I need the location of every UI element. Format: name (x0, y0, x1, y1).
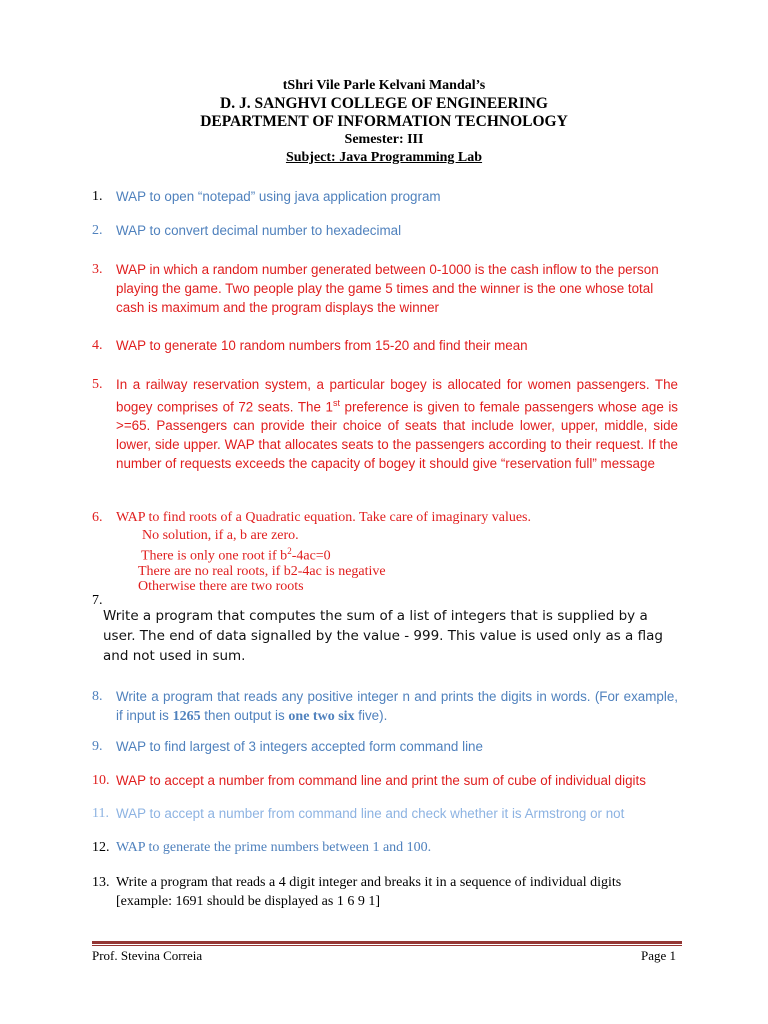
case-line: Otherwise there are two roots (138, 579, 304, 595)
question-number: 4. (92, 338, 103, 353)
footer-divider-thin (92, 945, 682, 946)
question-number: 11. (92, 806, 109, 821)
superscript: 2 (287, 545, 292, 556)
question-number: 13. (92, 875, 110, 890)
question-5 (92, 375, 678, 473)
question-8 (92, 687, 678, 726)
case-line: No solution, if a, b are zero. (142, 528, 299, 543)
question-2 (92, 221, 678, 240)
question-11 (92, 804, 678, 823)
college-name: D. J. SANGHVI COLLEGE OF ENGINEERING (220, 95, 548, 112)
question-13 (92, 873, 678, 911)
question-text: Write a program that reads a 4 digit integer and breaks it in a sequence of individual digits [example: 1691 should be displayed as 1 6 9 1] (116, 875, 622, 909)
question-6-cases (137, 528, 386, 595)
document-header (0, 77, 768, 167)
case-line-part: -4ac=0 (291, 548, 331, 564)
case-line (141, 544, 386, 564)
case-line: There are no real roots, if b2-4ac is negative (138, 563, 386, 579)
question-text-part: then output is (200, 708, 289, 723)
question-number: 2. (92, 223, 103, 238)
question-text-part: five). (354, 708, 388, 723)
question-12 (92, 838, 678, 857)
question-text-part: In a railway reservation system, a particular bogey is allocated for women passengers. The bogey comprises of 72 seats. The 1 (116, 377, 678, 415)
question-number: 9. (92, 739, 103, 754)
question-6 (92, 508, 678, 527)
question-text (116, 687, 678, 726)
case-line-part: There is only one root if b (141, 548, 288, 564)
question-text: WAP to find roots of a Quadratic equation. Take care of imaginary values. (116, 510, 531, 525)
question-text: WAP to accept a number from command line and print the sum of cube of individual digits (116, 773, 646, 788)
question-text: WAP in which a random number generated between 0-1000 is the cash inflow to the person playing the game. Two people play the game 5 times and the winner is the one whose total cash is maximum and the program displays the winner (116, 262, 659, 315)
question-text (116, 375, 678, 473)
question-10 (92, 771, 678, 790)
question-number: 8. (92, 689, 103, 704)
question-text: WAP to find largest of 3 integers accepted form command line (116, 739, 483, 754)
superscript: st (332, 398, 340, 408)
question-3 (92, 260, 678, 317)
question-9 (92, 737, 678, 756)
question-number: 3. (92, 262, 103, 277)
question-text: WAP to convert decimal number to hexadecimal (116, 223, 402, 238)
question-1 (92, 187, 678, 206)
semester-label: Semester: III (344, 132, 424, 147)
question-text-part: preference is given to female passengers whose age is >=65. Passengers can provide their choice of seats that include lower, upper, middle, side lower, side upper. WAP that allocates seats to the passengers according to their request. If the number of requests exceeds the capacity of bogey it should give “reservation full” message (116, 399, 678, 472)
department-name: DEPARTMENT OF INFORMATION TECHNOLOGY (200, 113, 568, 130)
question-number: 5. (92, 377, 103, 392)
question-number: 1. (92, 189, 103, 204)
question-text: WAP to open “notepad” using java application program (116, 189, 441, 204)
question-text: WAP to generate the prime numbers between 1 and 100. (116, 840, 432, 855)
footer-author: Prof. Stevina Correia (92, 948, 203, 963)
subject-label: Subject: Java Programming Lab (285, 150, 483, 165)
question-number: 7. (92, 593, 103, 608)
question-text: WAP to accept a number from command line and check whether it is Armstrong or not (116, 806, 625, 821)
example-input: 1265 (172, 709, 201, 724)
question-text-part: Write a program that reads any positive integer n and prints the digits in words. (For example, if input is (116, 689, 678, 723)
question-number: 10. (92, 773, 110, 788)
example-output: one two six (288, 709, 355, 724)
footer-page-number: Page 1 (640, 948, 676, 963)
trust-name: tShri Vile Parle Kelvani Mandal’s (282, 78, 486, 93)
footer-divider (92, 941, 682, 944)
question-number: 6. (92, 510, 103, 525)
question-text: WAP to generate 10 random numbers from 15-20 and find their mean (116, 338, 528, 353)
question-4 (92, 336, 678, 355)
question-number: 12. (92, 840, 110, 855)
question-7-text: Write a program that computes the sum of a list of integers that is supplied by a user. The end of data signalled by the value - 999. This value is used only as a flag and not used in sum. (103, 608, 663, 664)
